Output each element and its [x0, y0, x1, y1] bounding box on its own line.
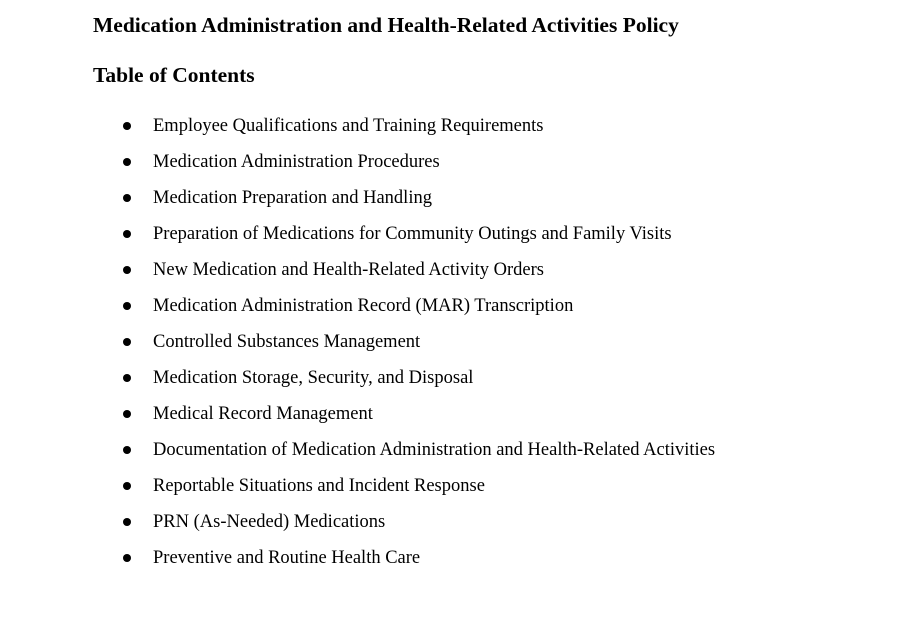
bullet-icon [123, 158, 131, 166]
bullet-icon [123, 230, 131, 238]
bullet-icon [123, 374, 131, 382]
toc-item-text: Employee Qualifications and Training Requirements [153, 116, 544, 136]
toc-item-text: Medication Administration Record (MAR) Transcription [153, 296, 574, 316]
bullet-icon [123, 482, 131, 490]
bullet-icon [123, 410, 131, 418]
toc-item-text: Controlled Substances Management [153, 332, 421, 352]
document-title: Medication Administration and Health-Related Activities Policy [93, 13, 679, 37]
toc-item-text: Medication Storage, Security, and Disposal [153, 368, 474, 388]
toc-item-text: Preventive and Routine Health Care [153, 548, 421, 568]
toc-item-text: Preparation of Medications for Community Outings and Family Visits [153, 224, 672, 244]
bullet-icon [123, 302, 131, 310]
bullet-icon [123, 122, 131, 130]
bullet-icon [123, 266, 131, 274]
toc-heading: Table of Contents [93, 63, 255, 87]
bullet-icon [123, 554, 131, 562]
toc-item-text: PRN (As-Needed) Medications [153, 512, 386, 532]
bullet-icon [123, 338, 131, 346]
toc-item-text: Medical Record Management [153, 404, 373, 424]
bullet-icon [123, 446, 131, 454]
toc-item-text: Documentation of Medication Administration and Health-Related Activities [153, 440, 716, 460]
toc-item-text: Medication Preparation and Handling [153, 188, 432, 208]
bullet-icon [123, 518, 131, 526]
toc-item-text: Reportable Situations and Incident Response [153, 476, 485, 496]
toc-item-text: Medication Administration Procedures [153, 152, 440, 172]
bullet-icon [123, 194, 131, 202]
toc-item-text: New Medication and Health-Related Activity Orders [153, 260, 544, 280]
